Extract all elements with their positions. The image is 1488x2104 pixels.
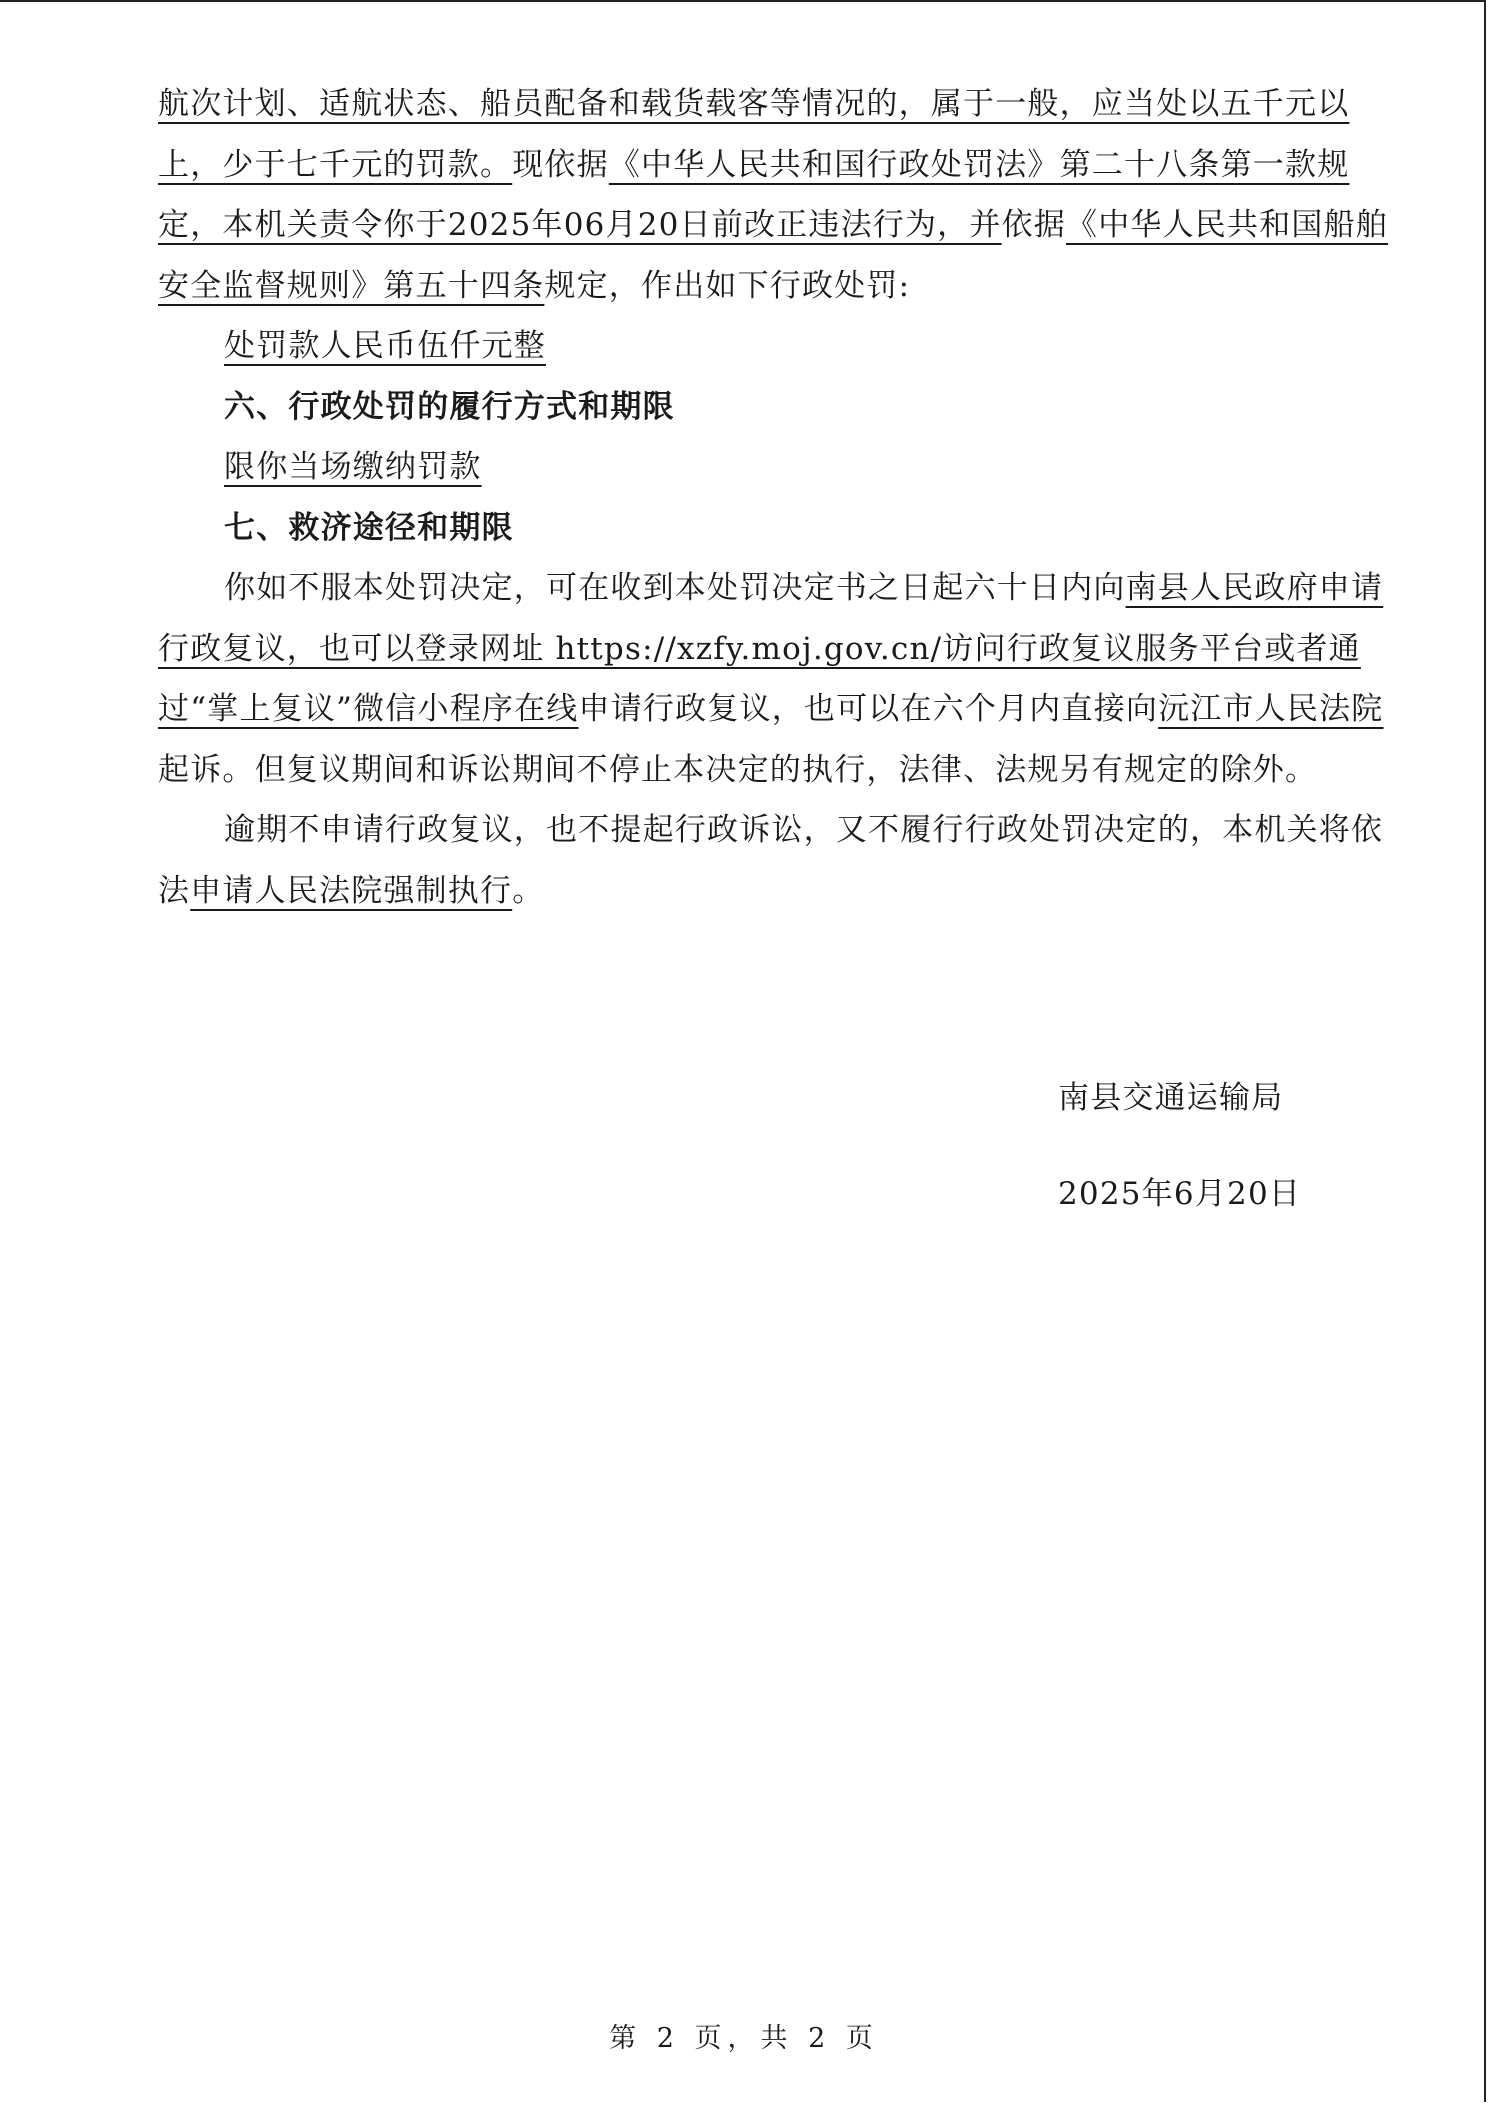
violation-text: 航次计划、适航状态、船员配备和载货载客等情况的，属于一般，应当处以五千元以上，少于七千元的罚款。 [158,86,1350,183]
court-name: 沅江市人民法院 [1158,691,1384,727]
penalty-paragraph [158,316,1404,377]
basis-intro-2: 依据 [1001,207,1066,243]
review-authority: 南县人民政府申请行政复议，也可以登录网址 https://xzfy.moj.gov.cn/访问行政复议服务平台或者通过“掌上复议”微信小程序在线 [158,570,1384,727]
paragraph-remedy [158,558,1404,800]
document-body [158,74,1404,921]
section-heading-6: 六、行政处罚的履行方式和期限 [224,388,675,425]
remedy-end: 起诉。但复议期间和诉讼期间不停止本决定的执行，法律、法规另有规定的除外。 [158,751,1318,788]
basis-intro: 现依据 [512,146,609,183]
decision-intro: 规定，作出如下行政处罚: [544,267,911,304]
issuing-organization: 南县交通运输局 [1058,1080,1284,1116]
remedy-mid: 申请行政复议，也可以在六个月内直接向 [578,691,1159,727]
enforcement-intro: 逾期不申请行政复议，也不提起行政诉讼，又不履行行政处罚决定的，本机关将依法 [158,812,1384,909]
enforcement-end: 。 [512,872,545,909]
paragraph-enforcement [158,800,1404,921]
enforcement-action: 申请人民法院强制执行 [190,872,513,909]
penalty-amount: 处罚款人民币伍仟元整 [224,328,546,364]
remedy-intro: 你如不服本处罚决定，可在收到本处罚决定书之日起六十日内向 [224,570,1126,606]
section-heading-7: 七、救济途径和期限 [224,509,514,546]
paragraph-violation [158,74,1404,316]
regulation-text: 《中华人民共和国船舶安全监督规则》第五十四条 [158,207,1388,304]
payment-method: 限你当场缴纳罚款 [224,449,482,485]
page-number: 第 2 页，共 2 页 [609,2023,879,2054]
payment-paragraph [158,437,1404,498]
legal-basis-text: 《中华人民共和国行政处罚法》第二十八条第一款规定，本机关责令你于2025年06月20日前改正违法行为，并 [158,146,1350,243]
issue-date: 2025年6月20日 [1058,1176,1302,1212]
